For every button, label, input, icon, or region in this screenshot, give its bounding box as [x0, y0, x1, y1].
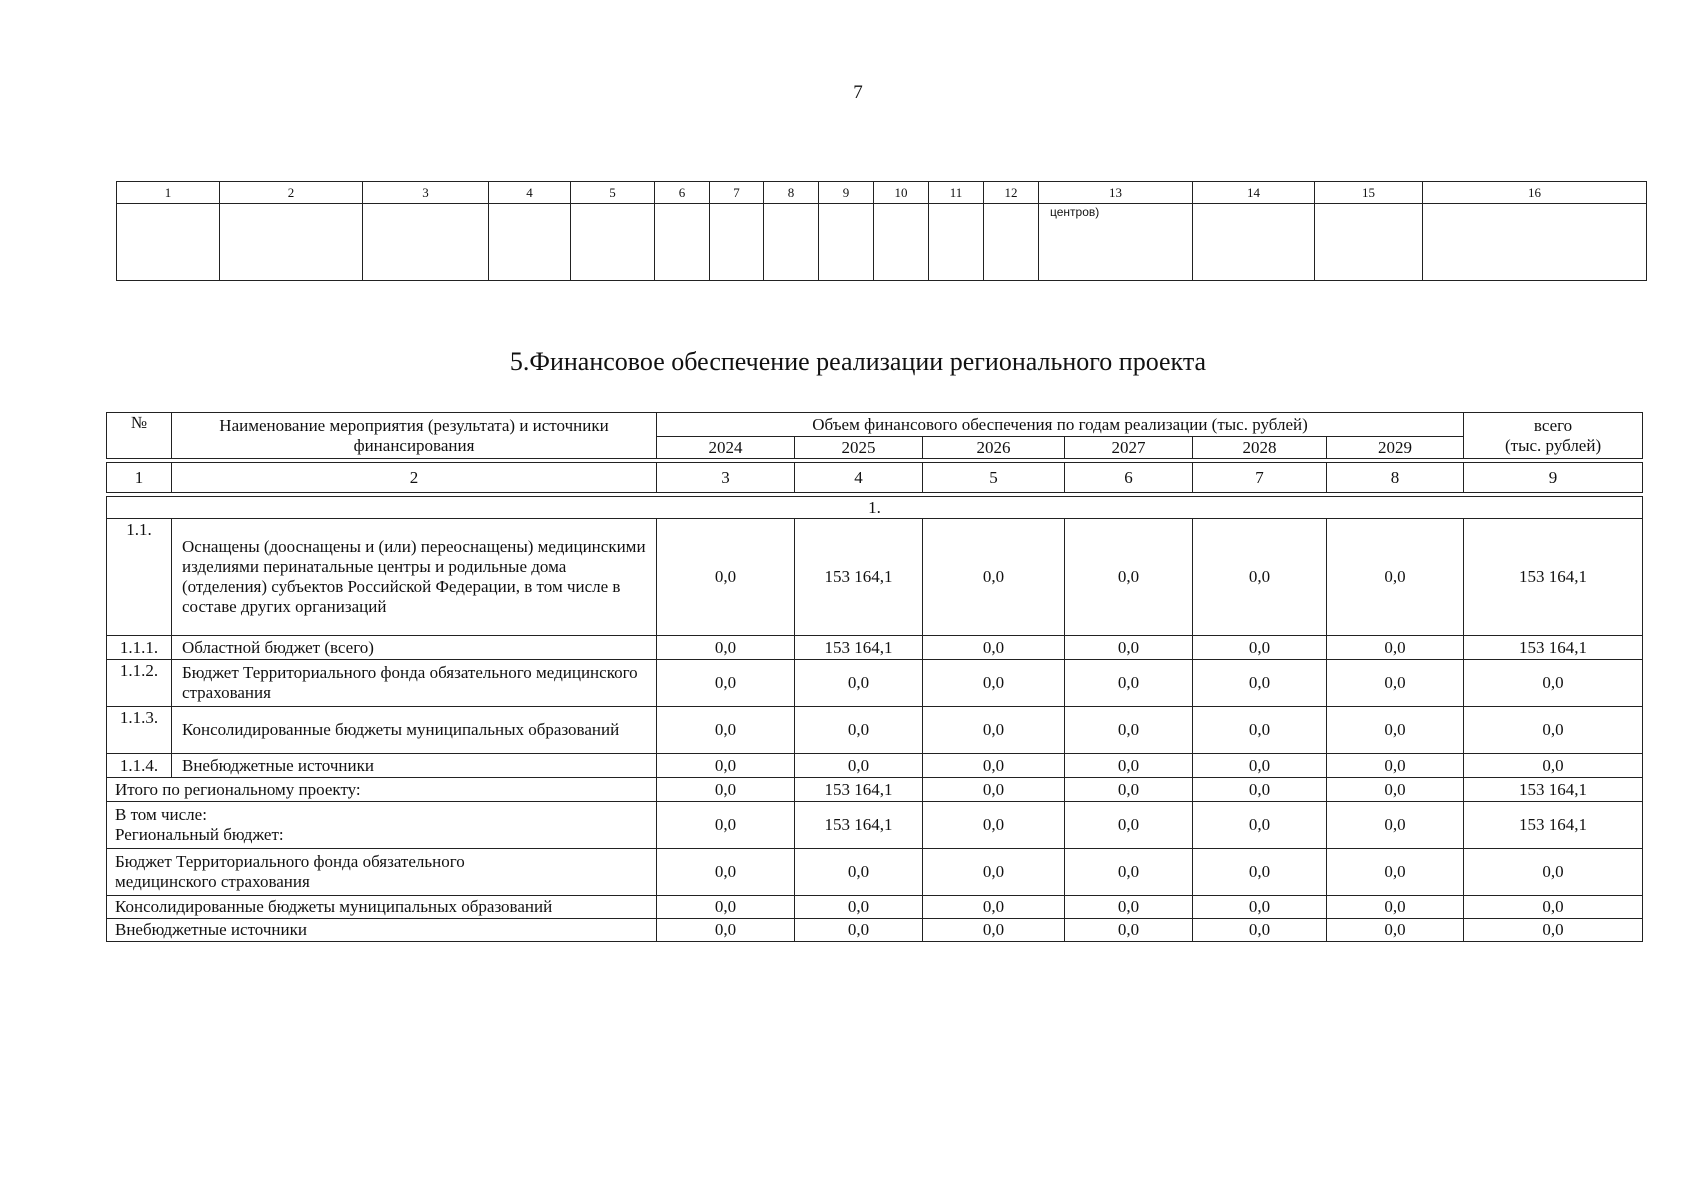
value-cell: 0,0 — [1193, 849, 1327, 896]
year-header: 2024 — [657, 437, 795, 459]
column-number: 5 — [923, 463, 1065, 493]
value-cell: 0,0 — [795, 660, 923, 707]
value-cell: 0,0 — [657, 778, 795, 802]
value-cell: 0,0 — [1193, 919, 1327, 942]
value-cell: 0,0 — [1065, 849, 1193, 896]
value-cell: 153 164,1 — [795, 778, 923, 802]
summary-name: Консолидированные бюджеты муниципальных образований — [107, 896, 657, 919]
empty-cell — [874, 204, 929, 281]
value-cell: 0,0 — [1327, 707, 1464, 754]
column-number: 3 — [657, 463, 795, 493]
summary-name-line-1: В том числе: — [115, 805, 207, 824]
summary-name — [107, 802, 657, 849]
total-header-line-1: всего — [1533, 415, 1573, 435]
value-cell: 0,0 — [1065, 778, 1193, 802]
total-cell: 153 164,1 — [1464, 802, 1643, 849]
num-header: № — [107, 413, 172, 459]
value-cell: 0,0 — [1193, 660, 1327, 707]
total-cell: 0,0 — [1464, 660, 1643, 707]
empty-cell — [220, 204, 363, 281]
column-number: 8 — [764, 182, 819, 204]
column-numbers-row — [107, 463, 1643, 493]
row-name: Бюджет Территориального фонда обязательного медицинского страхования — [172, 660, 657, 707]
row-name: Оснащены (дооснащены и (или) переоснащены) медицинскими изделиями перинатальные центры и родильные дома (отделения) субъектов Российской Федерации, в том числе в составе других организаций — [172, 519, 657, 636]
value-cell: 0,0 — [923, 519, 1065, 636]
total-header — [1464, 413, 1643, 459]
empty-cell — [764, 204, 819, 281]
total-cell: 0,0 — [1464, 754, 1643, 778]
empty-cell — [819, 204, 874, 281]
value-cell: 153 164,1 — [795, 802, 923, 849]
value-cell: 0,0 — [1065, 802, 1193, 849]
value-cell: 0,0 — [657, 660, 795, 707]
year-header: 2028 — [1193, 437, 1327, 459]
summary-row — [107, 778, 1643, 802]
column-number: 7 — [710, 182, 764, 204]
table-row — [107, 636, 1643, 660]
summary-row — [107, 802, 1643, 849]
value-cell: 0,0 — [657, 919, 795, 942]
row-number: 1.1.2. — [107, 660, 172, 707]
year-header: 2025 — [795, 437, 923, 459]
row-name: Консолидированные бюджеты муниципальных образований — [172, 707, 657, 754]
empty-cell — [571, 204, 655, 281]
value-cell: 0,0 — [1065, 636, 1193, 660]
total-cell: 0,0 — [1464, 919, 1643, 942]
continuation-body-row — [117, 204, 1647, 281]
column-number: 9 — [1464, 463, 1643, 493]
name-header: Наименование мероприятия (результата) и источники финансирования — [172, 413, 657, 459]
value-cell: 0,0 — [1327, 660, 1464, 707]
section-title: 5.Финансовое обеспечение реализации регионального проекта — [509, 347, 1207, 376]
value-cell: 0,0 — [1065, 754, 1193, 778]
header-row — [107, 413, 1643, 437]
value-cell: 0,0 — [795, 707, 923, 754]
empty-cell — [363, 204, 489, 281]
summary-row — [107, 896, 1643, 919]
total-cell: 153 164,1 — [1464, 636, 1643, 660]
total-cell: 153 164,1 — [1464, 519, 1643, 636]
value-cell: 0,0 — [1065, 707, 1193, 754]
value-cell: 0,0 — [795, 849, 923, 896]
continuation-text: центров) — [1039, 204, 1193, 281]
column-number: 5 — [571, 182, 655, 204]
value-cell: 0,0 — [795, 919, 923, 942]
year-header: 2026 — [923, 437, 1065, 459]
total-cell: 0,0 — [1464, 707, 1643, 754]
value-cell: 153 164,1 — [795, 636, 923, 660]
row-name: Внебюджетные источники — [172, 754, 657, 778]
column-number: 4 — [795, 463, 923, 493]
value-cell: 0,0 — [1327, 636, 1464, 660]
value-cell: 0,0 — [1327, 802, 1464, 849]
column-number: 1 — [117, 182, 220, 204]
value-cell: 0,0 — [657, 636, 795, 660]
value-cell: 0,0 — [1193, 519, 1327, 636]
value-cell: 0,0 — [1193, 778, 1327, 802]
value-cell: 0,0 — [1065, 896, 1193, 919]
value-cell: 0,0 — [1065, 519, 1193, 636]
summary-name: Внебюджетные источники — [107, 919, 657, 942]
value-cell: 0,0 — [1193, 636, 1327, 660]
column-number: 7 — [1193, 463, 1327, 493]
summary-name-line-2: Региональный бюджет: — [115, 825, 284, 844]
value-cell: 153 164,1 — [795, 519, 923, 636]
value-cell: 0,0 — [657, 896, 795, 919]
value-cell: 0,0 — [1065, 660, 1193, 707]
empty-cell — [1315, 204, 1423, 281]
value-cell: 0,0 — [1193, 802, 1327, 849]
value-cell: 0,0 — [657, 707, 795, 754]
value-cell: 0,0 — [923, 636, 1065, 660]
page-number: 7 — [853, 82, 863, 103]
total-cell: 0,0 — [1464, 896, 1643, 919]
value-cell: 0,0 — [795, 754, 923, 778]
empty-cell — [929, 204, 984, 281]
column-number: 13 — [1039, 182, 1193, 204]
empty-cell — [1193, 204, 1315, 281]
value-cell: 0,0 — [923, 754, 1065, 778]
continuation-table — [116, 181, 1647, 281]
value-cell: 0,0 — [1327, 754, 1464, 778]
value-cell: 0,0 — [923, 802, 1065, 849]
value-cell: 0,0 — [795, 896, 923, 919]
section-row — [107, 497, 1643, 519]
value-cell: 0,0 — [923, 919, 1065, 942]
summary-name-text: Бюджет Территориального фонда обязательного медицинского страхования — [115, 852, 465, 891]
row-number: 1.1.3. — [107, 707, 172, 754]
column-number: 6 — [1065, 463, 1193, 493]
column-number: 4 — [489, 182, 571, 204]
total-cell: 0,0 — [1464, 849, 1643, 896]
financing-table — [106, 412, 1643, 942]
value-cell: 0,0 — [923, 849, 1065, 896]
value-cell: 0,0 — [1193, 896, 1327, 919]
value-cell: 0,0 — [1327, 896, 1464, 919]
value-cell: 0,0 — [1193, 707, 1327, 754]
column-number: 6 — [655, 182, 710, 204]
row-number: 1.1.4. — [107, 754, 172, 778]
column-number: 10 — [874, 182, 929, 204]
column-number: 12 — [984, 182, 1039, 204]
total-cell: 153 164,1 — [1464, 778, 1643, 802]
empty-cell — [984, 204, 1039, 281]
column-number: 1 — [107, 463, 172, 493]
value-cell: 0,0 — [1193, 754, 1327, 778]
value-cell: 0,0 — [923, 896, 1065, 919]
value-cell: 0,0 — [923, 707, 1065, 754]
column-number: 3 — [363, 182, 489, 204]
section-label: 1. — [107, 497, 1643, 519]
summary-row — [107, 849, 1643, 896]
table-row — [107, 754, 1643, 778]
column-number: 15 — [1315, 182, 1423, 204]
column-number: 9 — [819, 182, 874, 204]
volume-header: Объем финансового обеспечения по годам реализации (тыс. рублей) — [657, 413, 1464, 437]
row-name: Областной бюджет (всего) — [172, 636, 657, 660]
empty-cell — [489, 204, 571, 281]
value-cell: 0,0 — [923, 778, 1065, 802]
row-number: 1.1. — [107, 519, 172, 636]
empty-cell — [710, 204, 764, 281]
row-number: 1.1.1. — [107, 636, 172, 660]
value-cell: 0,0 — [1327, 919, 1464, 942]
total-header-line-2: (тыс. рублей) — [1504, 435, 1602, 455]
value-cell: 0,0 — [1065, 919, 1193, 942]
value-cell: 0,0 — [657, 519, 795, 636]
continuation-header-row — [117, 182, 1647, 204]
table-row — [107, 519, 1643, 636]
value-cell: 0,0 — [657, 754, 795, 778]
column-number: 2 — [220, 182, 363, 204]
value-cell: 0,0 — [657, 802, 795, 849]
value-cell: 0,0 — [1327, 849, 1464, 896]
value-cell: 0,0 — [923, 660, 1065, 707]
summary-row — [107, 919, 1643, 942]
empty-cell — [655, 204, 710, 281]
summary-name: Итого по региональному проекту: — [107, 778, 657, 802]
value-cell: 0,0 — [1327, 778, 1464, 802]
value-cell: 0,0 — [657, 849, 795, 896]
table-row — [107, 707, 1643, 754]
empty-cell — [117, 204, 220, 281]
value-cell: 0,0 — [1327, 519, 1464, 636]
year-header: 2027 — [1065, 437, 1193, 459]
column-number: 16 — [1423, 182, 1647, 204]
summary-name — [107, 849, 657, 896]
column-number: 2 — [172, 463, 657, 493]
year-header: 2029 — [1327, 437, 1464, 459]
empty-cell — [1423, 204, 1647, 281]
table-row — [107, 660, 1643, 707]
column-number: 8 — [1327, 463, 1464, 493]
column-number: 11 — [929, 182, 984, 204]
column-number: 14 — [1193, 182, 1315, 204]
